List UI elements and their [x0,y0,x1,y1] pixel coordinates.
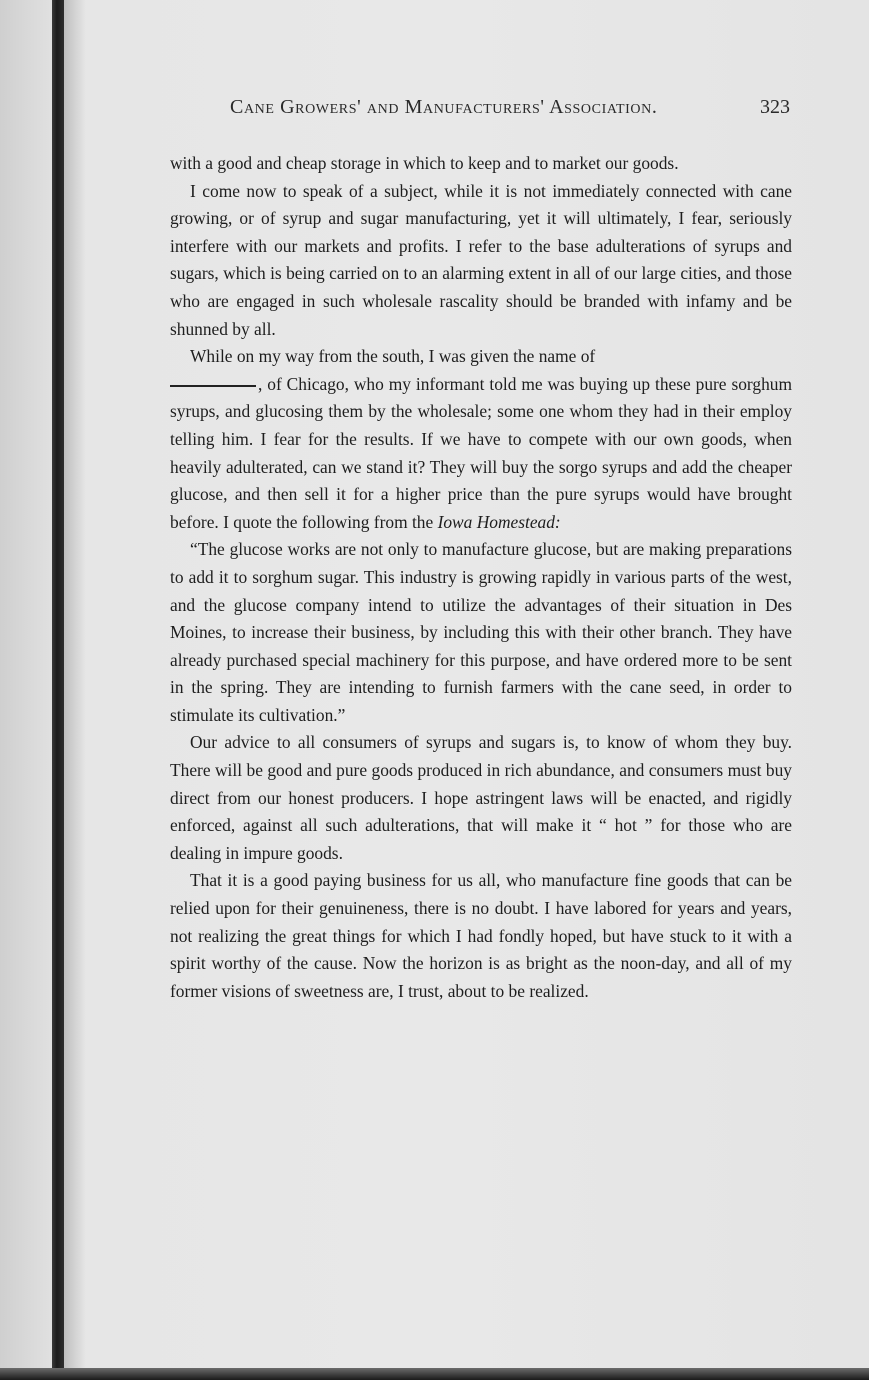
page-number: 323 [760,96,790,118]
running-title: Cane Growers' and Manufacturers' Association. [230,96,658,118]
quoted-source: Iowa Homestead: [437,511,561,532]
paragraph-3 [170,343,792,536]
running-header [150,96,790,126]
book-spine-edge [52,0,64,1380]
paragraph-2: I come now to speak of a subject, while it is not immediately connected with cane growing, or of syrup and sugar manufacturing, yet it will ultimately, I fear, seriously interfere with our markets and profits. I refer to the base adulterations of syrups and sugars, which is being carried on to an alarming extent in all of our large cities, and those who are engaged in such wholesale rascality should be branded with infamy and be shunned by all. [170,180,792,339]
paragraph-5: Our advice to all consumers of syrups and sugars is, to know of whom they buy. There will be good and pure goods produced in rich abundance, and consumers must buy direct from our honest producers. I hope astringent laws will be enacted, and rigidly enforced, against all such adulterations, that will make it “ hot ” for those who are dealing in impure goods. [170,732,792,863]
paragraph-1: with a good and cheap storage in which to keep and to market our goods. [170,153,679,173]
body-text [170,150,792,1005]
paragraph-6: That it is a good paying business for us all, who manufacture fine goods that can be relied upon for their genuineness, there is no doubt. I have labored for years and years, not realizing the great things for which I had fondly hoped, but have stuck to it with a spirit worthy of the cause. Now the horizon is as bright as the noon-day, and all of my former visions of sweetness are, I trust, about to be realized. [170,870,792,1001]
name-redaction-dash [170,385,256,387]
gutter-shadow [64,0,86,1380]
paragraph-3-start: While on my way from the south, I was given the name of [190,346,596,367]
bottom-page-edge [0,1368,869,1380]
paragraph-3-rest: , of Chicago, who my informant told me was buying up these pure sorghum syrups, and glucosing them by the wholesale; some one whom they had in their employ telling him. I fear for the results. If we have to compete with our own goods, when heavily adulterated, can we stand it? They will buy the sorgo syrups and add the cheaper glucose, and then sell it for a higher price than the pure syrups would have brought before. I quote the following from the [170,373,792,532]
paragraph-4-quote: “The glucose works are not only to manufacture glucose, but are making preparations to add it to sorghum sugar. This industry is growing rapidly in various parts of the west, and the glucose company intend to utilize the advantages of their situation in Des Moines, to increase their business, by including this with their other branch. They have already purchased special machinery for this purpose, and have ordered more to be sent in the spring. They are intending to furnish farmers with the cane seed, in order to stimulate its cultivation.” [170,539,792,725]
